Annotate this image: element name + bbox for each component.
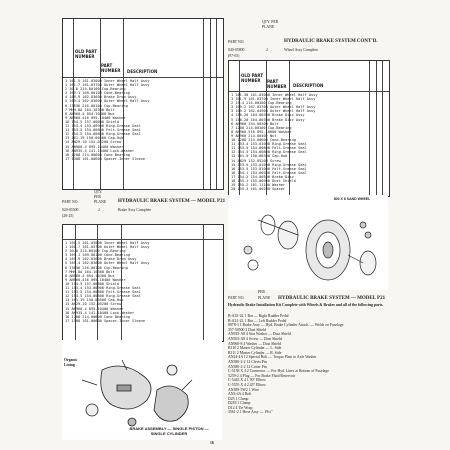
left-qty-value: 2	[98, 208, 100, 212]
table-row: 15 153-5 153-01000 Ring-Grease Seal	[231, 162, 307, 167]
right-rows	[231, 93, 369, 191]
table-row: 13 161-19 150-00500 Cap-Hub	[65, 298, 124, 303]
table-row: 10 154-5 157-00800 Shield	[65, 119, 120, 124]
right-part-label: PART NO.	[228, 40, 245, 44]
table-row: 3 169-2 162-04900 Outer Wheel Half Assy	[231, 109, 316, 114]
table-row: 8 AN960-4 054-10300 Nut	[65, 111, 115, 116]
left-qty-label: QTY.	[94, 190, 103, 194]
list-item: 3561-2 1 Hose Assy — 19¼"	[228, 410, 273, 415]
table-row: 2 15-4 214-00100 Cup-Bearing	[231, 101, 292, 106]
table-row: 1 161-9 161-03700 Inner Wheel Half Assy	[231, 97, 316, 102]
table-row: 2 30-6 214-00100 Cup-Bearing	[65, 87, 126, 92]
list-item: C-5443 X 4 1 90° Elbow	[228, 378, 266, 383]
list-item: D12 4 Tie Wrap	[228, 405, 253, 410]
table-row: 18 155-1 155-00900 Dust Shield	[231, 178, 296, 183]
table-row: 15 AN960-4 095-10400 Washer	[65, 144, 124, 149]
table-row: 5 169-4 162-03600 Outer Wheel Half Assy	[65, 99, 150, 104]
left-header-old-part: OLD PART NUMBER	[75, 49, 97, 59]
right-section-intro: Hydraulic Brake Installation Kit Complete with Wheels & Brakes and all of the following parts.	[228, 303, 384, 307]
table-row: 7 1208 214-00100 Cup-Bearing	[231, 125, 292, 130]
right-header-old-part: OLD PART NUMBER	[241, 73, 263, 83]
table-row: 12 154-5 154-00800 Ring-Grease Seal	[231, 150, 307, 155]
table-row: 6 AN960 154-00300 Bolt	[231, 121, 279, 126]
left-header-part-number: PART NUMBER	[101, 63, 121, 73]
right-top-sub: (97-05)	[228, 54, 240, 58]
table-row: 5 156-20 164-00300 Brake Disc Assy	[231, 117, 305, 122]
table-row: 3 169-1 169-00100 Cone-Bearing	[65, 253, 130, 258]
left-desc: Brake Assy Complete	[118, 208, 152, 212]
list-item: AN389-5W2 1 Wire	[228, 387, 259, 392]
list-item: B-A35-2L 1 Bar — Right Rudder Pedal	[228, 314, 289, 318]
right-top-desc: Wheel Assy Complete	[284, 48, 318, 52]
table-row: 11 153-5 154-00800 Felt-Grease Seal	[65, 290, 141, 295]
list-item: AN380-2-2 12 Clevis Pin	[228, 359, 267, 364]
table-row: 2 30-6 214-00100 Cup-Bearing	[65, 249, 126, 254]
table-row: 3 169-2 167-03700 Outer Wheel Half Assy	[231, 105, 316, 110]
table-row: 10 154-5 157-00800 Shield	[65, 281, 120, 286]
right-header-part-number: PART NUMBER	[267, 79, 287, 89]
right-section-rows	[228, 314, 393, 415]
list-item: 357-50500 2 Dust Shield	[228, 327, 267, 332]
table-row: 1 161-7 161-03700 Outer Wheel Half Assy	[65, 245, 150, 250]
table-row: 16 1208 214-00600 Cone Bearing	[65, 314, 130, 319]
table-row: 4 169-9 162-03600 Brake Drum Assy	[65, 257, 137, 262]
right-section-plane-label: PLANE	[258, 296, 271, 300]
table-row: 20 155-3 161-00200 Spacer	[231, 187, 286, 192]
table-row: 17 1308 161-00600 Spacer-Inner Sleeve	[65, 318, 146, 323]
table-row: 7 MHH-8A 164-10300 Bolt	[65, 107, 115, 112]
list-item: B111 2 Master Cylinder — R. Side	[228, 350, 282, 355]
table-row: 19 155-2 161-11100 Washer	[231, 183, 286, 188]
table-row: 8 AN960-4 054-10300 Nut	[65, 273, 115, 278]
table-row: 10 1208 214-00600 Cone-Bearing	[231, 138, 296, 143]
left-parts-table	[62, 18, 224, 190]
table-row: 14 AN29-10 152-05200 Screw	[65, 302, 122, 307]
left-header-description: DESCRIPTION	[127, 69, 158, 74]
right-header-description: DESCRIPTION	[293, 83, 324, 88]
table-row: 1 161-5 161-03000 Inner Wheel Half Assy	[65, 79, 150, 83]
table-row: 6 13836 216-00100 Cup-Bearing	[65, 265, 128, 270]
list-item: C-5158 X 4 2 Connector — For Hyd. Lines at Bottom of Fuselage	[228, 369, 329, 374]
table-row: 6 13836 216-00100 Cup-Bearing	[65, 103, 128, 108]
table-row: 4 156-20 164-00300 Brake Disc Assy	[231, 113, 305, 118]
list-item: AN960-8 4 Washer — Dust Shield	[228, 341, 281, 346]
brake-assembly-drawing	[62, 340, 222, 440]
left-part-label: PART NO.	[62, 200, 79, 204]
table-row: 8 AN960-516 095-10600 Washer	[231, 129, 292, 134]
organic-lining-caption: Organic Lining	[64, 358, 78, 367]
table-row: 16 1208 214-00600 Cone Bearing	[65, 152, 130, 157]
list-item: C-5555 X 4 2 45° Elbow	[228, 382, 266, 387]
table-row: 13 161-19 150-00500 Cap-Hub	[65, 136, 124, 141]
left-lower-table	[62, 224, 224, 342]
table-row: 17 154-2 154-00500 Brake Disc	[231, 174, 294, 179]
table-row: 16 154-1 154-00500 Felt-Grease Seal	[231, 170, 307, 175]
list-item: B-A31-2L 1 Bar — Left Rudder Pedal	[228, 318, 287, 323]
table-row: 11 153-4 153-01000 Ring-Grease Seal	[231, 142, 307, 147]
list-item: AN3-4A 4 Bolt	[228, 392, 252, 397]
left-lower-rows	[65, 241, 203, 339]
left-per-label: PER	[94, 195, 101, 199]
brake-caption: BRAKE ASSEMBLY — SINGLE PISTON — SINGLE CYLINDER	[129, 426, 209, 436]
table-row: 17 1308 161-00600 Spacer-Inner Sleeve	[65, 156, 146, 161]
left-plane-label: PLANE	[94, 200, 107, 204]
table-row: 16 AN935-4 141-10400 Lock-Washer	[65, 310, 135, 315]
table-row: 9 AN960-416 095-10400 Washer	[65, 115, 126, 120]
right-section-title: HYDRAULIC BRAKE SYSTEM — MODEL P21	[278, 296, 386, 301]
list-item: 8878-3 1 Brake Assy — Hyd. Brake Cylinder Attach. — Welds on Fuselage	[228, 323, 344, 328]
table-row: 11 153-5 154-00800 Felt-Grease Seal	[65, 128, 141, 133]
list-item: AN503-A8 4 Screw — Dust Shield	[228, 336, 282, 341]
table-row: 11 153-5 154-00800 Felt-Grease Seal	[231, 146, 307, 151]
list-item: B110 2 Master Cylinder — L. Side	[228, 346, 282, 351]
right-parts-table	[228, 60, 390, 197]
table-row: 1 161-30 161-03000 Inner Wheel Half Assy	[231, 93, 318, 97]
table-row: 12 154-5 154-00800 Ring-Grease Seal	[65, 294, 141, 299]
table-row: 14 AN29 152-05200 Screw	[231, 158, 281, 163]
right-section-per-label: PER	[258, 290, 265, 294]
left-sub: (28-25)	[62, 214, 74, 218]
table-row: 16 AN935-4 141-10400 Lock-Washer	[65, 148, 135, 153]
right-top-part-no: 040-05800	[228, 48, 245, 52]
left-part-no: 020-05500	[62, 208, 79, 212]
list-item: D218 1 Clamp	[228, 401, 251, 406]
left-section-title: HYDRAULIC BRAKE SYSTEM — MODEL P21	[118, 199, 226, 204]
table-row: 9 AN960-416 095-10400 Washer	[65, 277, 126, 282]
table-row: 4 169-9 162-03600 Brake Drum Assy	[65, 95, 137, 100]
wheel-exploded-drawing	[228, 195, 388, 290]
right-section-part-label: PART NO.	[228, 296, 245, 300]
table-row: 16 153-5 153-01000 Felt-Grease Seal	[231, 166, 307, 171]
table-row: 9 AN960 214-00402 Nut	[231, 133, 277, 138]
table-row: 7 MHH-8A 164-10300 Bolt	[65, 269, 115, 274]
list-item: 5259-2 4 Plug — For Brake Fluid Reservoir	[228, 373, 296, 378]
table-row: 3 169-1 169-00100 Cone-Bearing	[65, 91, 130, 96]
table-row: 5 169-4 162-03600 Outer Wheel Half Assy	[65, 261, 150, 266]
wheel-caption: 800 X 6 SAND WHEEL	[333, 197, 371, 201]
page-number: 16	[210, 441, 214, 445]
table-row: 1 161-7 161-03700 Outer Wheel Half Assy	[65, 83, 150, 88]
table-row: 11 153-4 153-00900 Ring-Grease Seal	[65, 286, 141, 291]
left-rows	[65, 79, 203, 161]
table-row: 14 AN29-10 152-05200 Screw	[65, 140, 122, 145]
table-row: 13 161-5 150-00300 Cap-Hub	[231, 154, 288, 159]
list-item: AN380-2-2 12 Cotter Pin	[228, 364, 267, 369]
list-item: D25 1 Clamp	[228, 396, 249, 401]
table-row: 11 153-4 153-00900 Ring-Grease Seal	[65, 124, 141, 129]
right-qty-label: QTY. PER PLANE	[262, 20, 279, 29]
table-row: 1 161-5 161-03000 Inner Wheel Half Assy	[65, 241, 150, 245]
list-item: AN935-A8 4 Star Washer — Dust Shield	[228, 332, 291, 337]
table-row: 12 154-5 154-00800 Ring-Grease Seal	[65, 132, 141, 137]
right-top-qty: 2	[266, 48, 268, 52]
table-row: 15 AN960-4 095-10400 Washer	[65, 306, 124, 311]
right-top-title: HYDRAULIC BRAKE SYSTEM CONT'D.	[284, 39, 378, 44]
list-item: AN24-4A 12 Special Bolt — Torque Plate to Axle Washer	[228, 355, 317, 360]
